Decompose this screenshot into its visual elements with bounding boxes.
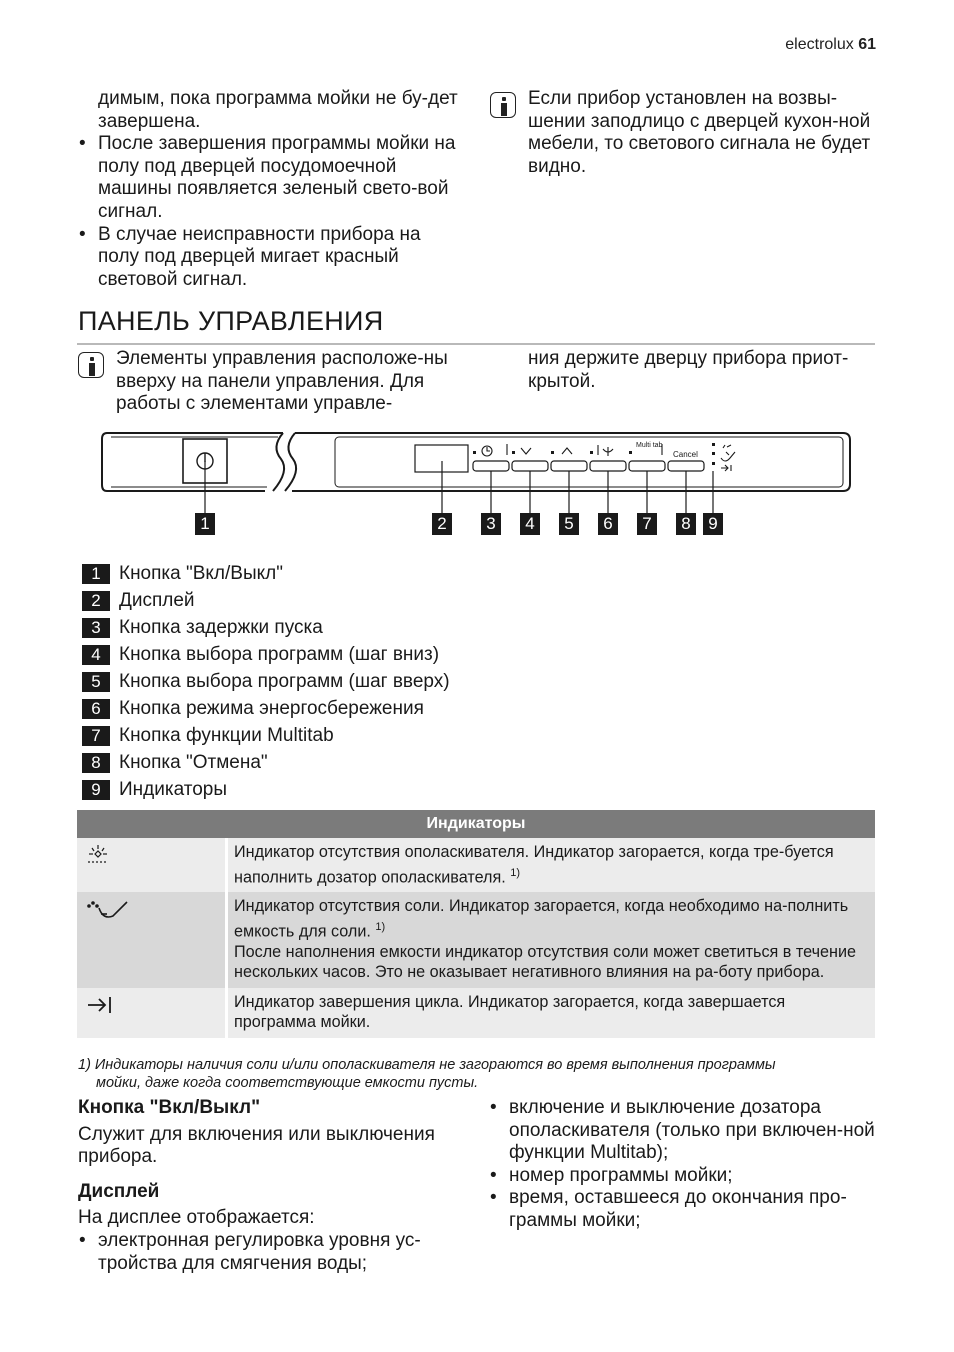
callout-5: 5	[559, 513, 579, 535]
top-left-column	[78, 88, 463, 291]
table-header: Индикаторы	[77, 810, 875, 838]
top-bullet-list	[78, 133, 463, 291]
page-number: 61	[858, 36, 876, 53]
legend-number: 4	[82, 645, 110, 665]
end-of-cycle-icon	[83, 992, 117, 1018]
rinse-aid-icon	[723, 445, 731, 455]
legend-list	[82, 560, 450, 803]
continuation-text: димым, пока программа мойки не бу-дет завершена.	[98, 88, 458, 132]
onoff-heading: Кнопка "Вкл/Выкл"	[78, 1097, 261, 1118]
legend-item	[82, 587, 450, 614]
legend-label: Кнопка режима энергосбережения	[119, 697, 424, 719]
legend-label: Кнопка выбора программ (шаг вверх)	[119, 670, 450, 692]
display-heading: Дисплей	[78, 1180, 160, 1202]
list-item: • номер программы мойки;	[489, 1165, 877, 1188]
legend-label: Дисплей	[119, 589, 195, 611]
legend-label: Кнопка задержки пуска	[119, 616, 323, 638]
legend-item	[82, 668, 450, 695]
end-of-cycle-icon	[721, 465, 731, 471]
list-item: • включение и выключение дозатора ополаскивателя (только при включен-ной функции Multitab);	[489, 1097, 877, 1165]
indicator-description: Индикатор завершения цикла. Индикатор загорается, когда завершается программа мойки.	[234, 992, 786, 1032]
legend-item	[82, 722, 450, 749]
legend-item	[82, 560, 450, 587]
legend-label: Кнопка выбора программ (шаг вниз)	[119, 643, 440, 665]
legend-number: 3	[82, 618, 110, 638]
list-item: • время, оставшееся до окончания про-граммы мойки;	[489, 1187, 877, 1232]
callout-1: 1	[195, 513, 215, 535]
footnote-line: 1) Индикаторы наличия соли и/или ополаскивателя не загораются во время выполнения программы	[78, 1057, 776, 1073]
legend-label: Индикаторы	[119, 778, 228, 800]
legend-number: 1	[82, 564, 110, 584]
top-right-note: Если прибор установлен на возвы-шении заподлицо с дверцей кухон-ной мебели, то светового сигнала не будет видно.	[528, 88, 871, 177]
info-icon	[490, 92, 516, 118]
page-header	[785, 36, 876, 54]
list-item: • В случае неисправности прибора на полу под дверцей мигает красный световой сигнал.	[78, 224, 463, 292]
legend-item	[82, 614, 450, 641]
info-icon	[78, 352, 104, 378]
indicator-description: Индикатор отсутствия ополаскивателя. Индикатор загорается, когда тре-буется наполнить дозатор ополаскивателя.	[234, 843, 834, 886]
legend-number: 7	[82, 726, 110, 746]
info-note-right: ния держите дверцу прибора приот-крытой.	[528, 348, 849, 392]
legend-number: 9	[82, 780, 110, 800]
table-row	[77, 988, 875, 1038]
callout-2: 2	[432, 513, 452, 535]
legend-item	[82, 776, 450, 803]
legend-number: 6	[82, 699, 110, 719]
chevron-down-icon	[521, 448, 531, 454]
salt-icon	[83, 896, 133, 922]
rinse-aid-icon	[83, 842, 113, 868]
callout-8: 8	[676, 513, 696, 535]
eco-icon	[603, 447, 613, 456]
display-bullet-list	[78, 1230, 468, 1275]
section-rule	[77, 343, 875, 345]
indicator-note: После наполнения емкости индикатор отсутствия соли может светиться в течение нескольких часов. Это не оказывает негативного влияния на ра-боту прибора.	[234, 942, 857, 982]
cancel-label: Cancel	[673, 450, 698, 459]
bottom-left-column	[78, 1097, 468, 1275]
legend-item	[82, 749, 450, 776]
legend-number: 8	[82, 753, 110, 773]
callout-3: 3	[481, 513, 501, 535]
chevron-up-icon	[562, 448, 572, 454]
footnote-ref: 1)	[375, 920, 386, 933]
legend-number: 2	[82, 591, 110, 611]
callout-7: 7	[637, 513, 657, 535]
legend-label: Кнопка "Отмена"	[119, 751, 268, 773]
legend-item	[82, 695, 450, 722]
footnote	[78, 1056, 868, 1092]
display-bullet-list-continued	[489, 1097, 877, 1233]
brand-name: electrolux	[785, 36, 854, 53]
callout-4: 4	[520, 513, 540, 535]
list-item: • электронная регулировка уровня ус-тройства для смягчения воды;	[78, 1230, 468, 1275]
list-item: • После завершения программы мойки на полу под дверцей посудомоечной машины появляется зеленый свето-вой сигнал.	[78, 133, 463, 223]
display-description: На дисплее отображается:	[78, 1207, 315, 1229]
footnote-line: мойки, даже когда соответствующие емкости пусты.	[96, 1075, 479, 1091]
bottom-right-column	[489, 1097, 877, 1233]
footnote-ref: 1)	[510, 866, 521, 879]
legend-number: 5	[82, 672, 110, 692]
legend-label: Кнопка "Вкл/Выкл"	[119, 562, 283, 584]
indicator-description: Индикатор отсутствия соли. Индикатор загорается, когда необходимо на-полнить емкость для соли.	[234, 897, 849, 941]
legend-item	[82, 641, 450, 668]
section-title: ПАНЕЛЬ УПРАВЛЕНИЯ	[78, 306, 384, 336]
table-row	[77, 892, 875, 987]
table-row	[77, 838, 875, 892]
onoff-description: Служит для включения или выключения прибора.	[78, 1123, 435, 1168]
callout-9: 9	[703, 513, 723, 535]
multitab-label: Multi tab	[636, 442, 663, 449]
callout-6: 6	[598, 513, 618, 535]
legend-label: Кнопка функции Multitab	[119, 724, 334, 746]
indicators-table	[77, 810, 875, 1038]
info-note-left: Элементы управления расположе-ны вверху на панели управления. Для работы с элементами управле-	[116, 348, 448, 415]
